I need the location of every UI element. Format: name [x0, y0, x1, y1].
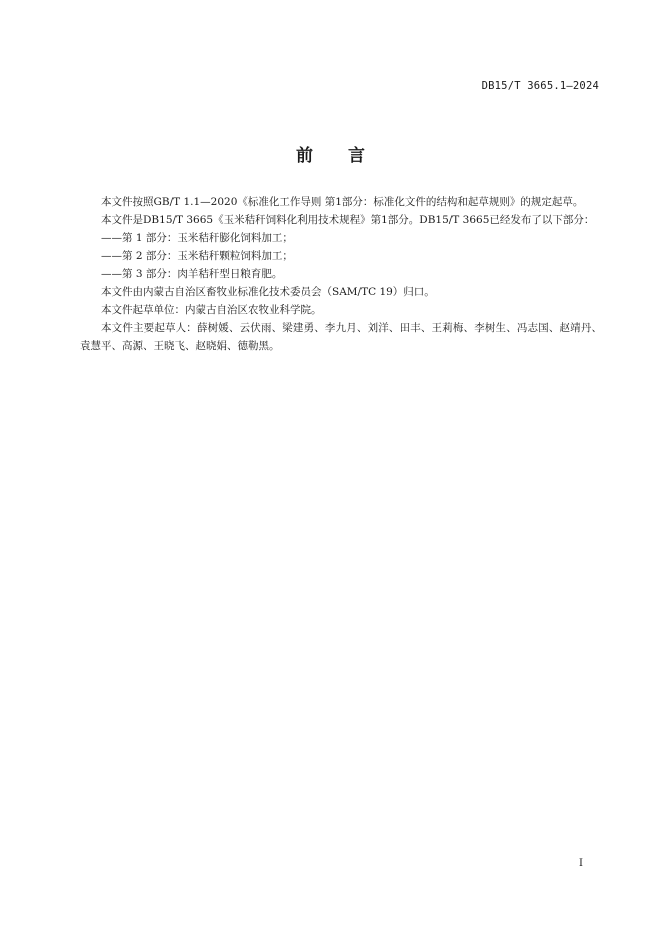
- list-item-part-2: ——第 2 部分：玉米秸秆颗粒饲料加工；: [101, 250, 293, 262]
- paragraph-responsible-committee: 本文件由内蒙古自治区畜牧业标准化技术委员会（SAM/TC 19）归口。: [101, 286, 435, 298]
- list-item-part-3: ——第 3 部分：肉羊秸秆型日粮育肥。: [101, 268, 283, 280]
- page-title: [0, 141, 662, 166]
- paragraph-drafters: 本文件主要起草人：薛树媛、云伏雨、梁建勇、李九月、刘洋、田丰、王莉梅、李树生、冯志国、赵靖丹、袁慧平、高源、王晓飞、赵晓娟、德勒黑。: [80, 322, 602, 352]
- paragraph-drafting-unit: 本文件起草单位：内蒙古自治区农牧业科学院。: [101, 304, 322, 316]
- document-code: DB15/T 3665.1—2024: [481, 80, 599, 92]
- paragraph-document-part: 本文件是DB15/T 3665《玉米秸秆饲料化利用技术规程》第1部分。DB15/T 3665已经发布了以下部分：: [101, 214, 595, 226]
- list-item-part-1: ——第 1 部分：玉米秸秆膨化饲料加工；: [101, 232, 293, 244]
- foreword-body: [80, 193, 602, 355]
- page-title-char-1: 前: [296, 146, 314, 166]
- page-title-char-2: 言: [348, 146, 366, 166]
- paragraph-drafting-basis: 本文件按照GB/T 1.1—2020《标准化工作导则 第1部分：标准化文件的结构和起草规则》的规定起草。: [101, 196, 584, 208]
- page-number: I: [579, 858, 583, 869]
